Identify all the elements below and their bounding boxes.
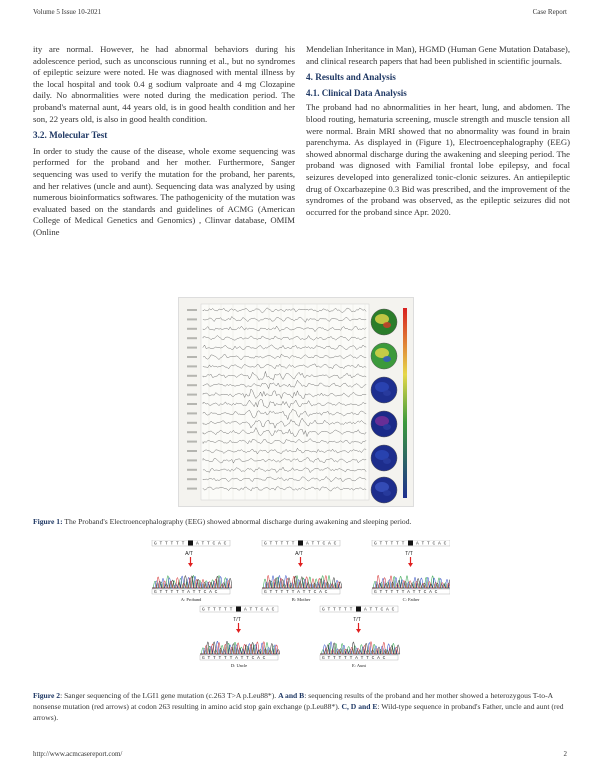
left-column xyxy=(33,44,295,244)
red-arrow-icon xyxy=(408,563,413,567)
paragraph: Mendelian Inheritance in Man), HGMD (Human Gene Mutation Database), and clinical research papers that had been published in scientific journals. xyxy=(306,44,570,66)
svg-text:A T T C A C: A T T C A C xyxy=(416,541,447,547)
eeg-channel-label xyxy=(187,403,197,405)
paragraph: The proband had no abnormalities in her heart, lung, and abdomen. The blood routing, hematuria screening, muscle strength and muscle tension all were normal. Brain MRI showed that no abnormality was found in brain parenchyma. As displayed in (Figure 1), Electroencephalography (EEG) showed abnormal discharge during the awakening and sleeping period. The proband was dignosed with Familial frontal lobe epilepsy, and focal seizures developed into generalized tonic-clonic seizures. An antiepileptic drug of Oxcarbazepine 0.3 Bid was prescribed, and the improvement of the syndromes of the proband was observed, as the epileptic seizures did not occurred for the proband since Apr. 2020. xyxy=(306,102,570,217)
figure1-label: Figure 1: xyxy=(33,517,63,526)
svg-text:G T T T T T: G T T T T T xyxy=(202,607,233,613)
eeg-channel-label xyxy=(187,328,197,330)
svg-text:G T T T T T A T T C A C: G T T T T T A T T C A C xyxy=(154,590,218,595)
page-footer xyxy=(33,750,567,762)
svg-text:A T T C A C: A T T C A C xyxy=(244,607,275,613)
sanger-panel xyxy=(200,606,280,668)
sanger-panel xyxy=(320,606,400,668)
figure1-caption-text: The Proband's Electroencephalography (EEG) showed abnormal discharge during awakening and sleeping period. xyxy=(64,517,412,526)
eeg-topomap xyxy=(371,411,397,437)
figure2-caption xyxy=(33,690,570,723)
mutation-label: T/T xyxy=(405,551,413,557)
svg-text:G T T T T T: G T T T T T xyxy=(322,607,353,613)
eeg-topomap xyxy=(371,343,397,369)
eeg-channel-label xyxy=(187,469,197,471)
page-number: 2 xyxy=(563,750,567,758)
svg-text:G T T T T T: G T T T T T xyxy=(154,541,185,547)
section-heading: 3.2. Molecular Test xyxy=(33,130,108,141)
eeg-channel-label xyxy=(187,384,197,386)
sanger-figure xyxy=(150,540,450,668)
sanger-panel xyxy=(152,540,232,602)
eeg-channel-label xyxy=(187,347,197,349)
eeg-recording-image xyxy=(179,298,414,507)
mutation-label: A/T xyxy=(185,551,193,557)
eeg-topomap xyxy=(371,445,397,471)
panel-label: B: Mother xyxy=(291,597,311,602)
mutation-label: T/T xyxy=(353,617,361,623)
svg-text:G T T T T T A T T C A C: G T T T T T A T T C A C xyxy=(322,656,386,661)
eeg-channel-label xyxy=(187,441,197,443)
svg-text:G T T T T T: G T T T T T xyxy=(264,541,295,547)
chromatogram-trace xyxy=(320,642,398,654)
journal-url-link[interactable]: http://www.acmcasereport.com/ xyxy=(33,750,123,758)
panel-label: C: Father xyxy=(402,597,420,602)
subsection-heading: 4.1. Clinical Data Analysis xyxy=(306,87,407,98)
figure2-caption-part: : Wild-type sequence in proband's Father, uncle and aunt (red arrows). xyxy=(33,702,564,722)
svg-text:A T T C A C: A T T C A C xyxy=(196,541,227,547)
eeg-figure xyxy=(178,297,414,507)
eeg-channel-label xyxy=(187,488,197,490)
chromatogram-trace xyxy=(372,575,450,588)
eeg-channel-label xyxy=(187,365,197,367)
paragraph: In order to study the cause of the disease, whole exome sequencing was performed for the proband and her mother. Furthermore, Sanger sequencing was used to verify the mutation for the proband, her parents, and her relatives (uncle and aunt). Sequencing data was analyzed by using numerous bioinformatics softwares. The pathogenicity of the mutation was evaluated based on the standards and guidelines of ACMG (American College of Medical Genetics and Genomics) , Clinvar database, OMIM (Online xyxy=(33,145,295,237)
paragraph: ity are normal. However, he had abnormal behaviors during his adolescence period, such as unconscious running et al., but no syndromes of epileptic seizure were noted. He was diagnosed with mental illness by the local hospital and took 0.4 g sodium valproate and 4 mg Clozapine daily. No abnormalities were noted during the medication period. The proband's maternal aunt, 44 years old, is in good health condition and her son, 22 years old, is also in good health condition. xyxy=(33,44,295,124)
right-column xyxy=(306,44,570,223)
svg-text:G T T T T T: G T T T T T xyxy=(374,541,405,547)
mutation-label: A/T xyxy=(295,551,303,557)
sanger-panel xyxy=(262,540,342,602)
eeg-channel-label xyxy=(187,394,197,396)
eeg-topomap xyxy=(371,377,397,403)
eeg-channel-label xyxy=(187,422,197,424)
eeg-channel-label xyxy=(187,450,197,452)
figure2-label: Figure 2 xyxy=(33,691,61,700)
svg-text:A T T C A C: A T T C A C xyxy=(306,541,337,547)
svg-text:G T T T T T A T T C A C: G T T T T T A T T C A C xyxy=(374,590,438,595)
panel-label: D: Uncle xyxy=(230,663,248,668)
mutation-label: T/T xyxy=(233,617,241,623)
eeg-channel-label xyxy=(187,356,197,358)
eeg-topomap xyxy=(371,477,397,503)
sanger-chromatograms xyxy=(150,540,450,668)
eeg-channel-label xyxy=(187,337,197,339)
eeg-channel-label xyxy=(187,318,197,320)
svg-text:G T T T T T A T T C A C: G T T T T T A T T C A C xyxy=(202,656,266,661)
svg-text:A T T C A C: A T T C A C xyxy=(364,607,395,613)
figure2-bold-cde: C, D and E xyxy=(341,702,378,711)
section-heading: 4. Results and Analysis xyxy=(306,72,396,83)
eeg-channel-label xyxy=(187,375,197,377)
journal-volume: Volume 5 Issue 10-2021 xyxy=(33,8,102,16)
page-header xyxy=(33,8,567,20)
red-arrow-icon xyxy=(356,629,361,633)
panel-label: A: Proband xyxy=(180,597,202,602)
eeg-channel-label xyxy=(187,478,197,480)
article-type: Case Report xyxy=(532,8,567,16)
red-arrow-icon xyxy=(298,563,303,567)
red-arrow-icon xyxy=(236,629,241,633)
figure2-bold-ab: A and B xyxy=(278,691,305,700)
eeg-channel-label xyxy=(187,459,197,461)
sanger-panel xyxy=(372,540,450,602)
eeg-channel-label xyxy=(187,431,197,433)
eeg-color-scale xyxy=(403,308,407,498)
figure1-caption xyxy=(33,516,570,527)
figure2-caption-part: : sequencing results of the proband and her mother showed a heterozygous T-to-A nonsense mutation (red arrows) at codon 263 resulting in amino acid stop gain exchange (p.Leu88*). xyxy=(33,691,553,711)
figure2-caption-part: : Sanger sequencing of the LGI1 gene mutation (c.263 T>A p.Leu88*). xyxy=(60,691,279,700)
eeg-channel-label xyxy=(187,412,197,414)
eeg-topomap xyxy=(371,309,397,335)
panel-label: E: Aunt xyxy=(352,663,366,668)
svg-text:G T T T T T A T T C A C: G T T T T T A T T C A C xyxy=(264,590,328,595)
eeg-channel-label xyxy=(187,309,197,311)
red-arrow-icon xyxy=(188,563,193,567)
